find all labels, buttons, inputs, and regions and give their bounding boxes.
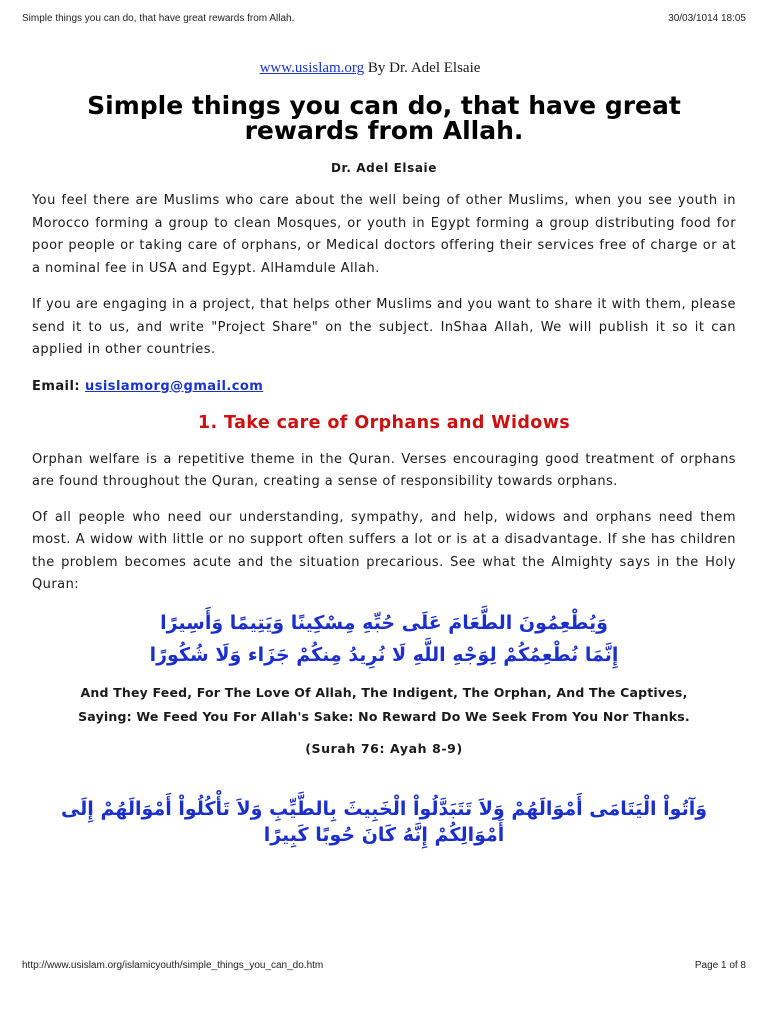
print-header bbox=[0, 0, 768, 36]
print-header-title: Simple things you can do, that have great rewards from Allah. bbox=[22, 13, 295, 24]
print-header-datetime: 30/03/1014 18:05 bbox=[668, 13, 746, 24]
print-footer-page-number: Page 1 of 8 bbox=[694, 960, 746, 971]
translation-line-1: And They Feed, For The Love Of Allah, The Indigent, The Orphan, And The Captives, bbox=[80, 684, 688, 700]
translation-line-2: Saying: We Feed You For Allah's Sake: No Reward Do We Seek From You Nor Thanks. bbox=[78, 708, 690, 724]
verse-translation bbox=[32, 681, 736, 729]
author-name: Dr. Adel Elsaie bbox=[330, 161, 437, 175]
byline-text: By Dr. Adel Elsaie bbox=[364, 60, 481, 76]
arabic-verse-2: وَآتُواْ الْيَتَامَى أَمْوَالَهُمْ وَلاَ تَتَبَدَّلُواْ الْخَبِيثَ بِالطَّيِّبِ وَلاَ تَأْكُلُواْ أَمْوَالَهُمْ إِلَى أَمْوَالِكُمْ إِنَّهُ كَانَ حُوبًا كَبِيرًا bbox=[60, 797, 708, 846]
article bbox=[32, 60, 736, 848]
arabic-verse-1-line-1: وَيُطْعِمُونَ الطَّعَامَ عَلَى حُبِّهِ مِسْكِينًا وَيَتِيمًا وَأَسِيرًا bbox=[160, 611, 608, 634]
site-link[interactable]: www.usislam.org bbox=[259, 60, 365, 76]
surah-reference: (Surah 76: Ayah 8-9) bbox=[305, 740, 463, 756]
share-paragraph: If you are engaging in a project, that helps other Muslims and you want to share it with them, please send it to us, and write "Project Share" on the subject. InShaa Allah, We will publish it so it can applied in other countries. bbox=[32, 297, 736, 357]
print-footer-url: http://www.usislam.org/islamicyouth/simple_things_you_can_do.htm bbox=[22, 960, 324, 971]
email-label: Email: bbox=[32, 378, 85, 394]
arabic-verse-1-line-2: إِنَّمَا نُطْعِمُكُمْ لِوَجْهِ اللَّهِ لَا نُرِيدُ مِنكُمْ جَزَاء وَلَا شُكُورًا bbox=[149, 643, 619, 666]
widows-paragraph: Of all people who need our understanding, sympathy, and help, widows and orphans need them most. A widow with little or no support often suffers a lot or is at a disadvantage. If she has children the problem becomes acute and the situation precarious. See what the Almighty says in the Holy Quran: bbox=[32, 509, 736, 592]
intro-paragraph: You feel there are Muslims who care about the well being of other Muslims, when you see youth in Morocco forming a group to clean Mosques, or youth in Egypt forming a group distributing food for poor people or taking care of orphans, or Medical doctors offering their services free of charge or at a nominal fee in USA and Egypt. AlHamdule Allah. bbox=[32, 193, 736, 276]
email-line bbox=[32, 379, 736, 394]
print-footer bbox=[0, 958, 768, 982]
section-heading-orphans: 1. Take care of Orphans and Widows bbox=[197, 412, 571, 433]
page-title: Simple things you can do, that have great rewards from Allah. bbox=[87, 91, 681, 145]
email-link[interactable]: usislamorg@gmail.com bbox=[85, 378, 264, 394]
site-byline bbox=[4, 60, 736, 77]
orphan-theme-paragraph: Orphan welfare is a repetitive theme in the Quran. Verses encouraging good treatment of orphans are found throughout the Quran, creating a sense of responsibility towards orphans. bbox=[32, 451, 736, 489]
